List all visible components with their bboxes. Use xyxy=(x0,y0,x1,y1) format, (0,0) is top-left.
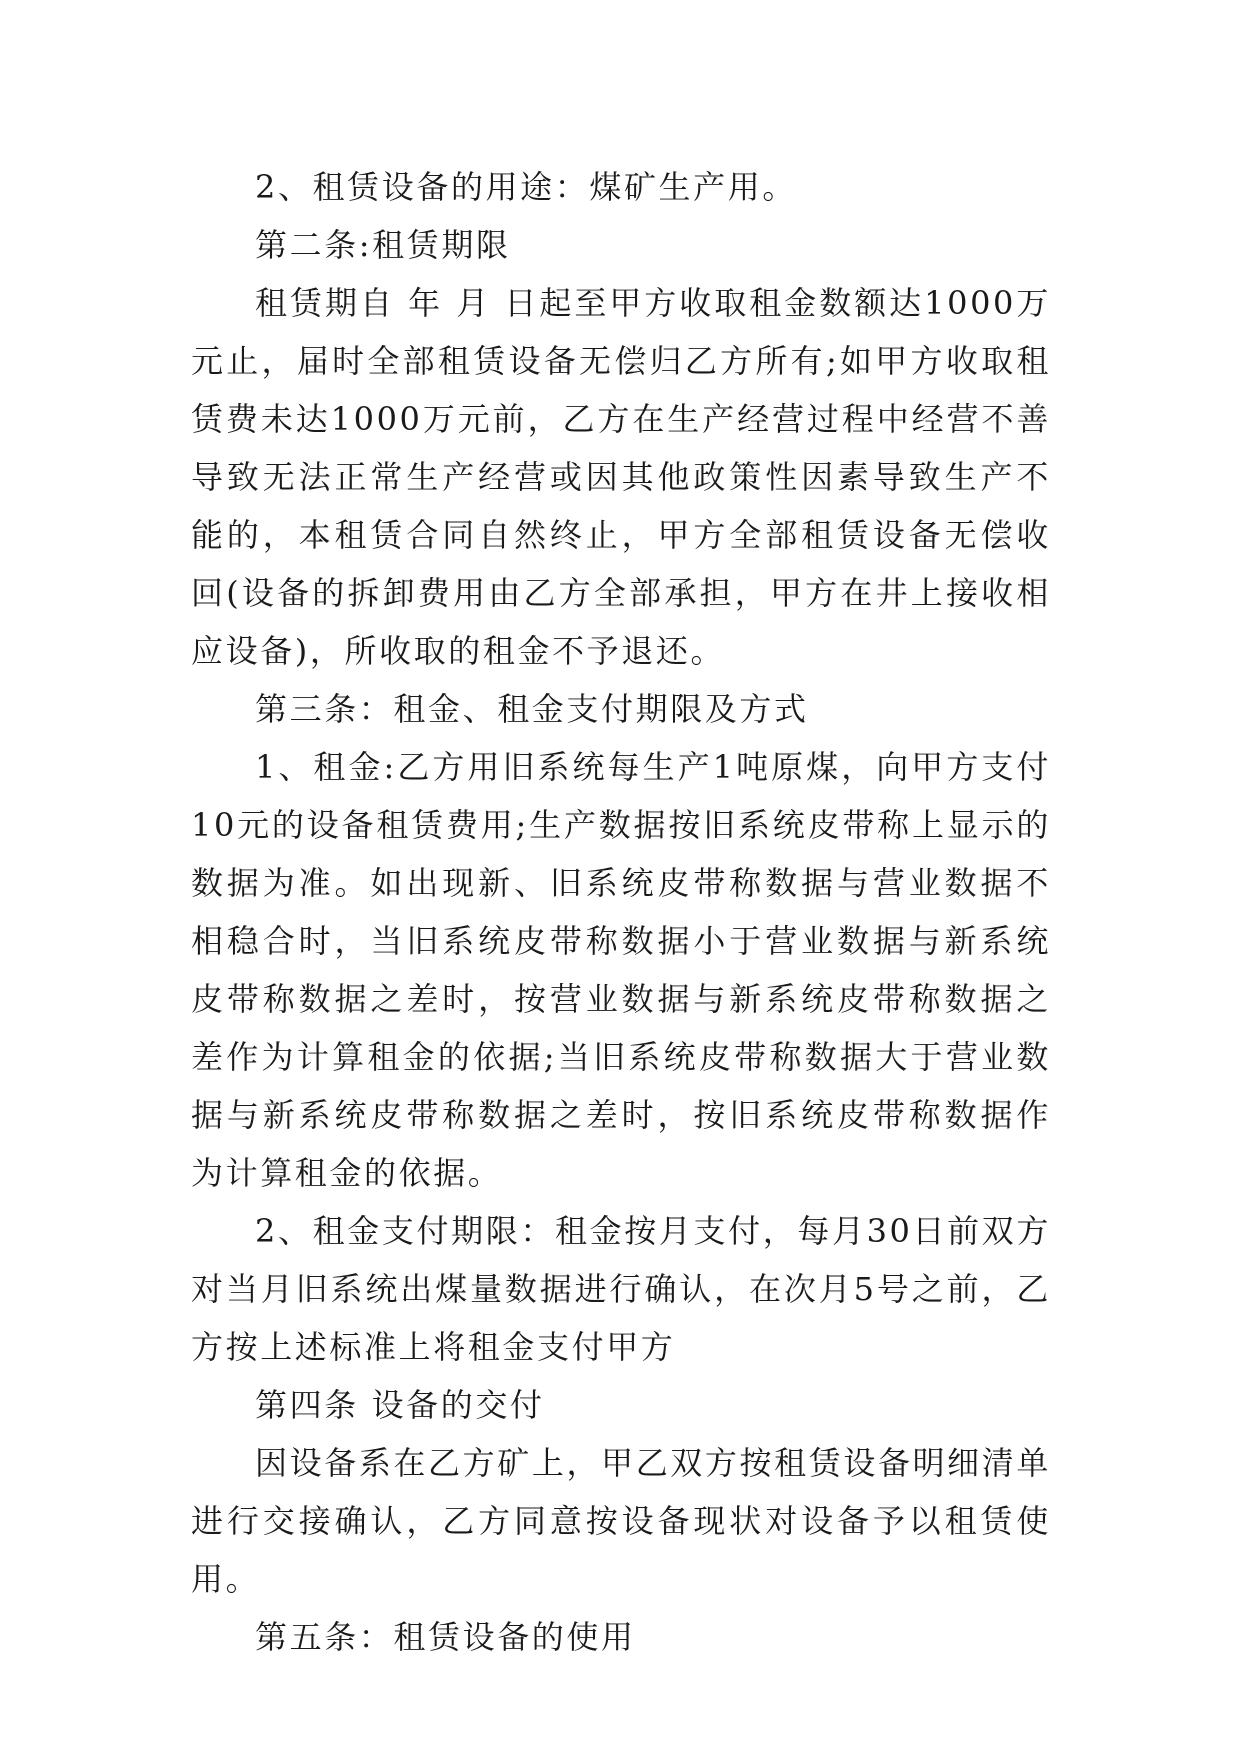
heading-article-5-use: 第五条：租赁设备的使用 xyxy=(255,1618,636,1656)
document-body xyxy=(191,158,1051,1666)
paragraph-equipment-purpose: 2、租赁设备的用途：煤矿生产用。 xyxy=(255,168,797,206)
heading-article-3-rent: 第三条：租金、租金支付期限及方式 xyxy=(255,690,809,728)
heading-article-2-lease-term: 第二条:租赁期限 xyxy=(255,226,511,264)
heading-article-4-delivery: 第四条 设备的交付 xyxy=(255,1386,545,1424)
paragraph-delivery: 因设备系在乙方矿上，甲乙双方按租赁设备明细清单进行交接确认，乙方同意按设备现状对设备予以租赁使用。 xyxy=(191,1444,1051,1598)
paragraph-rent-payment-term: 2、租金支付期限：租金按月支付，每月30日前双方对当月旧系统出煤量数据进行确认，在次月5号之前，乙方按上述标准上将租金支付甲方 xyxy=(191,1212,1051,1366)
paragraph-lease-term: 租赁期自 年 月 日起至甲方收取租金数额达1000万元止，届时全部租赁设备无偿归乙方所有;如甲方收取租赁费未达1000万元前，乙方在生产经营过程中经营不善导致无法正常生产经营或因其他政策性因素导致生产不能的，本租赁合同自然终止，甲方全部租赁设备无偿收回(设备的拆卸费用由乙方全部承担，甲方在井上接收相应设备)，所收取的租金不予退还。 xyxy=(191,284,1051,670)
paragraph-rent: 1、租金:乙方用旧系统每生产1吨原煤，向甲方支付10元的设备租赁费用;生产数据按旧系统皮带称上显示的数据为准。如出现新、旧系统皮带称数据与营业数据不相稳合时，当旧系统皮带称数据小于营业数据与新系统皮带称数据之差时，按营业数据与新系统皮带称数据之差作为计算租金的依据;当旧系统皮带称数据大于营业数据与新系统皮带称数据之差时，按旧系统皮带称数据作为计算租金的依据。 xyxy=(191,748,1051,1192)
